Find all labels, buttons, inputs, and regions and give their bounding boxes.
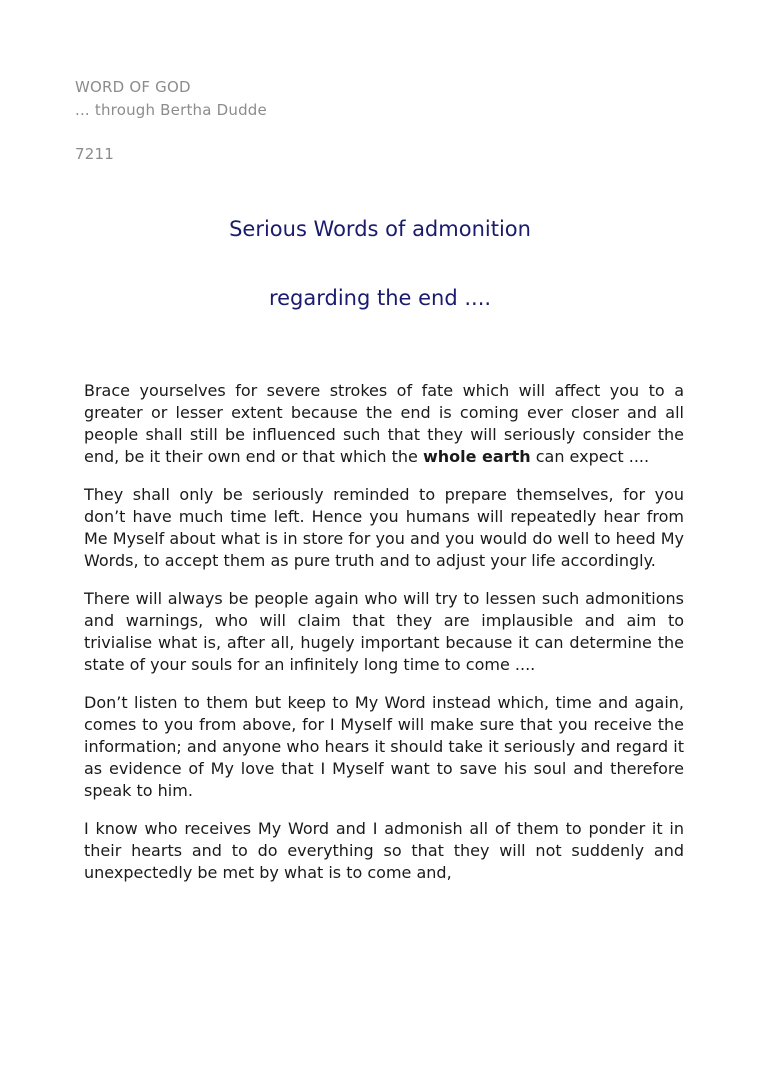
paragraph-2: They shall only be seriously reminded to prepare themselves, for you don’t have much time left. Hence you humans will repeatedly hear from Me Myself about what is in store for you and you would do well to heed My Words, to accept them as pure truth and to adjust your life accordingly. (84, 485, 684, 570)
paragraph-3: There will always be people again who will try to lessen such admonitions and warnings, who will claim that they are implausible and aim to trivialise what is, after all, hugely important because it can determine the state of your souls for an infinitely long time to come .... (84, 589, 684, 674)
paragraph-1-text-end: can expect .... (530, 447, 650, 466)
paragraph-1-text-start: Brace yourselves for severe strokes of fate which will affect you to a greater or lesser extent because the end is coming ever closer and all people shall still be influenced such that they will seriously consider the end, be it their own end or that which the (84, 381, 684, 466)
paragraph-5: I know who receives My Word and I admonish all of them to ponder it in their hearts and to do everything so that they will not suddenly and unexpectedly be met by what is to come and, (84, 819, 684, 882)
source-title: WORD OF GOD (75, 78, 191, 96)
message-number: 7211 (75, 145, 114, 163)
source-subtitle: ... through Bertha Dudde (75, 101, 267, 119)
paragraph-4: Don’t listen to them but keep to My Word instead which, time and again, comes to you from above, for I Myself will make sure that you receive the information; and anyone who hears it should take it seriously and regard it as evidence of My love that I Myself want to save his soul and therefore speak to him. (84, 693, 684, 800)
document-title: Serious Words of admonition (229, 217, 531, 241)
document-body (84, 380, 684, 900)
paragraph-1-emphasis: whole earth (422, 447, 531, 466)
paragraph-1 (84, 380, 684, 468)
document-subtitle: regarding the end .... (268, 286, 492, 310)
